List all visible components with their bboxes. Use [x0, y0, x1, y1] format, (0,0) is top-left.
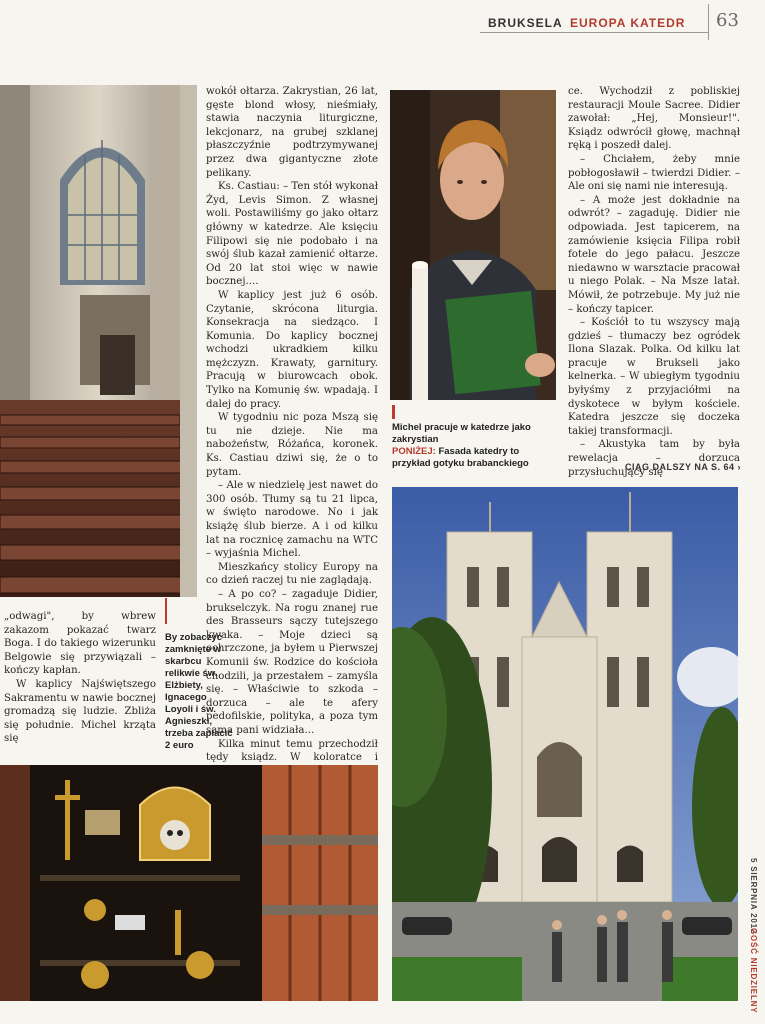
relics-illustration — [0, 765, 378, 1001]
magazine-name: GOŚĆ NIEDZIELNY — [749, 928, 758, 1014]
issue-date: 5 SIERPNIA 2012 — [749, 858, 758, 935]
header-vertical-rule — [708, 4, 709, 40]
column-3-text — [568, 85, 740, 479]
paragraph: W kaplicy Najświętszego Sakramentu w nawie bocznej gromadzą się ludzie. Zbliża się południe. Michel krząta się — [4, 678, 156, 745]
caption-marker — [392, 405, 395, 419]
paragraph: Kilka minut temu przechodził tędy ksiądz. W koloratce i — [206, 738, 378, 764]
continued-note: CIĄG DALSZY NA S. 64 › — [625, 462, 742, 472]
sacristan-illustration — [390, 90, 556, 400]
relics-caption: By zobaczyć zamknięte w skarbcu relikwie św. Elżbiety, Ignacego Loyoli i św. Agnieszki, trzeba zapłacić 2 euro — [165, 632, 233, 751]
header-series: EUROPA KATEDR — [570, 16, 686, 30]
michel-caption — [392, 422, 552, 470]
interior-illustration — [0, 85, 197, 597]
paragraph: W tygodniu nic poza Mszą się tu nie dzieje. Nie ma nabożeństw, Różańca, koronek. Ks. Castiau dziwi się, że o to pytam. — [206, 412, 378, 478]
paragraph: W kaplicy jest już 6 osób. Czytanie, skrócona liturgia. Konsekracja na siedząco. I Komunia. Do kaplicy bocznej wchodzi ukradkiem kilku mężczyzn. Krawaty, garnitury. Pracują w biurowcach obok. Tylko na Komunię św. wpadają. I dalej do pracy. — [206, 289, 378, 410]
sacristan-photo — [390, 90, 556, 400]
caption-marker — [165, 598, 167, 624]
michel-caption-text: Michel pracuje w katedrze jako zakrystian — [392, 422, 531, 445]
paragraph: – Akustyka tam by była rewelacja – dorzuca przysłuchujący się — [568, 439, 740, 478]
paragraph: wokół ołtarza. Zakrystian, 26 lat, gęste blond włosy, nieśmiały, stawia naczynia liturgiczne, lekcjonarz, na grubej szklanej płaszczyźnie podtrzymywanej przez dwa gigantyczne złote pelikany. — [206, 86, 378, 179]
paragraph: – Chciałem, żeby mnie pobłogosławił – twierdzi Didier. – Ale oni się nami nie interesują. — [568, 153, 740, 193]
page-header — [480, 10, 750, 38]
paragraph: Mieszkańcy stolicy Europy na co dzień raczej tu nie zaglądają. — [206, 561, 378, 587]
relics-photo — [0, 765, 378, 1001]
paragraph: – Kościół to tu wszyscy mają gdzieś – tłumaczy bez ogródek Ilona Slazak. Polka. Od kilku lat pracuje w Brukseli jako kelnerka. – W ubiegłym tygodniu byłyśmy z przyjaciółmi na dyskotece w byłym kościele. Katedra jeszcze się doczeka takiej transformacji. — [568, 317, 740, 437]
paragraph: ce. Wychodził z pobliskiej restauracji Moule Sacree. Didier zawołał: „Hej, Monsieur!". Ksiądz odwrócił głowę, machnął ręką i poszedł dalej. — [568, 86, 740, 152]
header-rule — [480, 32, 708, 33]
header-section: BRUKSELA — [488, 16, 563, 30]
paragraph: – Ale w niedzielę jest nawet do 300 osób. Tłumy są tu 21 lipca, w święto narodowe. No i jak książę ślub bierze. A i od kilku lat na rocznicę zamachu na WTC – wyjaśnia Michel. — [206, 480, 378, 560]
column-1-text — [4, 610, 156, 746]
facade-illustration — [392, 487, 738, 1001]
paragraph: Ks. Castiau: – Ten stół wykonał Żyd, Levis Simon. Z własnej woli. Postawiliśmy go jako ołtarz główny w katedrze. Ale księciu Filipowi się nie podobało i na swój ślub kazał zamienić ołtarze. Od 20 lat stoi więc w nawie bocznej.... — [206, 181, 378, 288]
facade-photo — [392, 487, 738, 1001]
paragraph: „odwagi", by wbrew zakazom pokazać twarz Boga. I do takiego wizerunku Belgowie się przywiązali – kończy kapłan. — [4, 611, 156, 677]
facade-caption-label: PONIŻEJ: — [392, 446, 436, 457]
facade-caption-text: Fasada katedry to przykład gotyku brabanckiego — [392, 446, 529, 469]
paragraph: – A po co? – zagaduje Didier, brukselczyk. Na rogu znanej rue des Brasseurs sączy tutejszego kwaka. – Moje dzieci są ochrzczone, ja byłem u Pierwszej Komunii św. Rodzice do kościoła chodzili, ja przestałem – zamyśla się. – Właściwie to szkoda – dorzuca – ale te afery pedofilskie, polityka, a poza tym sama pani widziała... — [206, 588, 378, 736]
paragraph: – A może jest dokładnie na odwrót? – zagaduję. Didier nie odpowiada. Jest tapicerem, na zamówienie księcia Filipa robił fotele do jego pałacu. Jeszcze niedawno w warsztacie pracował u niego Polak. – Na Msze latał. Mówił, że potrzebuje. My już nie – kończy tapicer. — [568, 194, 740, 315]
column-2-text — [206, 85, 378, 778]
interior-photo — [0, 85, 197, 597]
page-number: 63 — [716, 10, 739, 31]
